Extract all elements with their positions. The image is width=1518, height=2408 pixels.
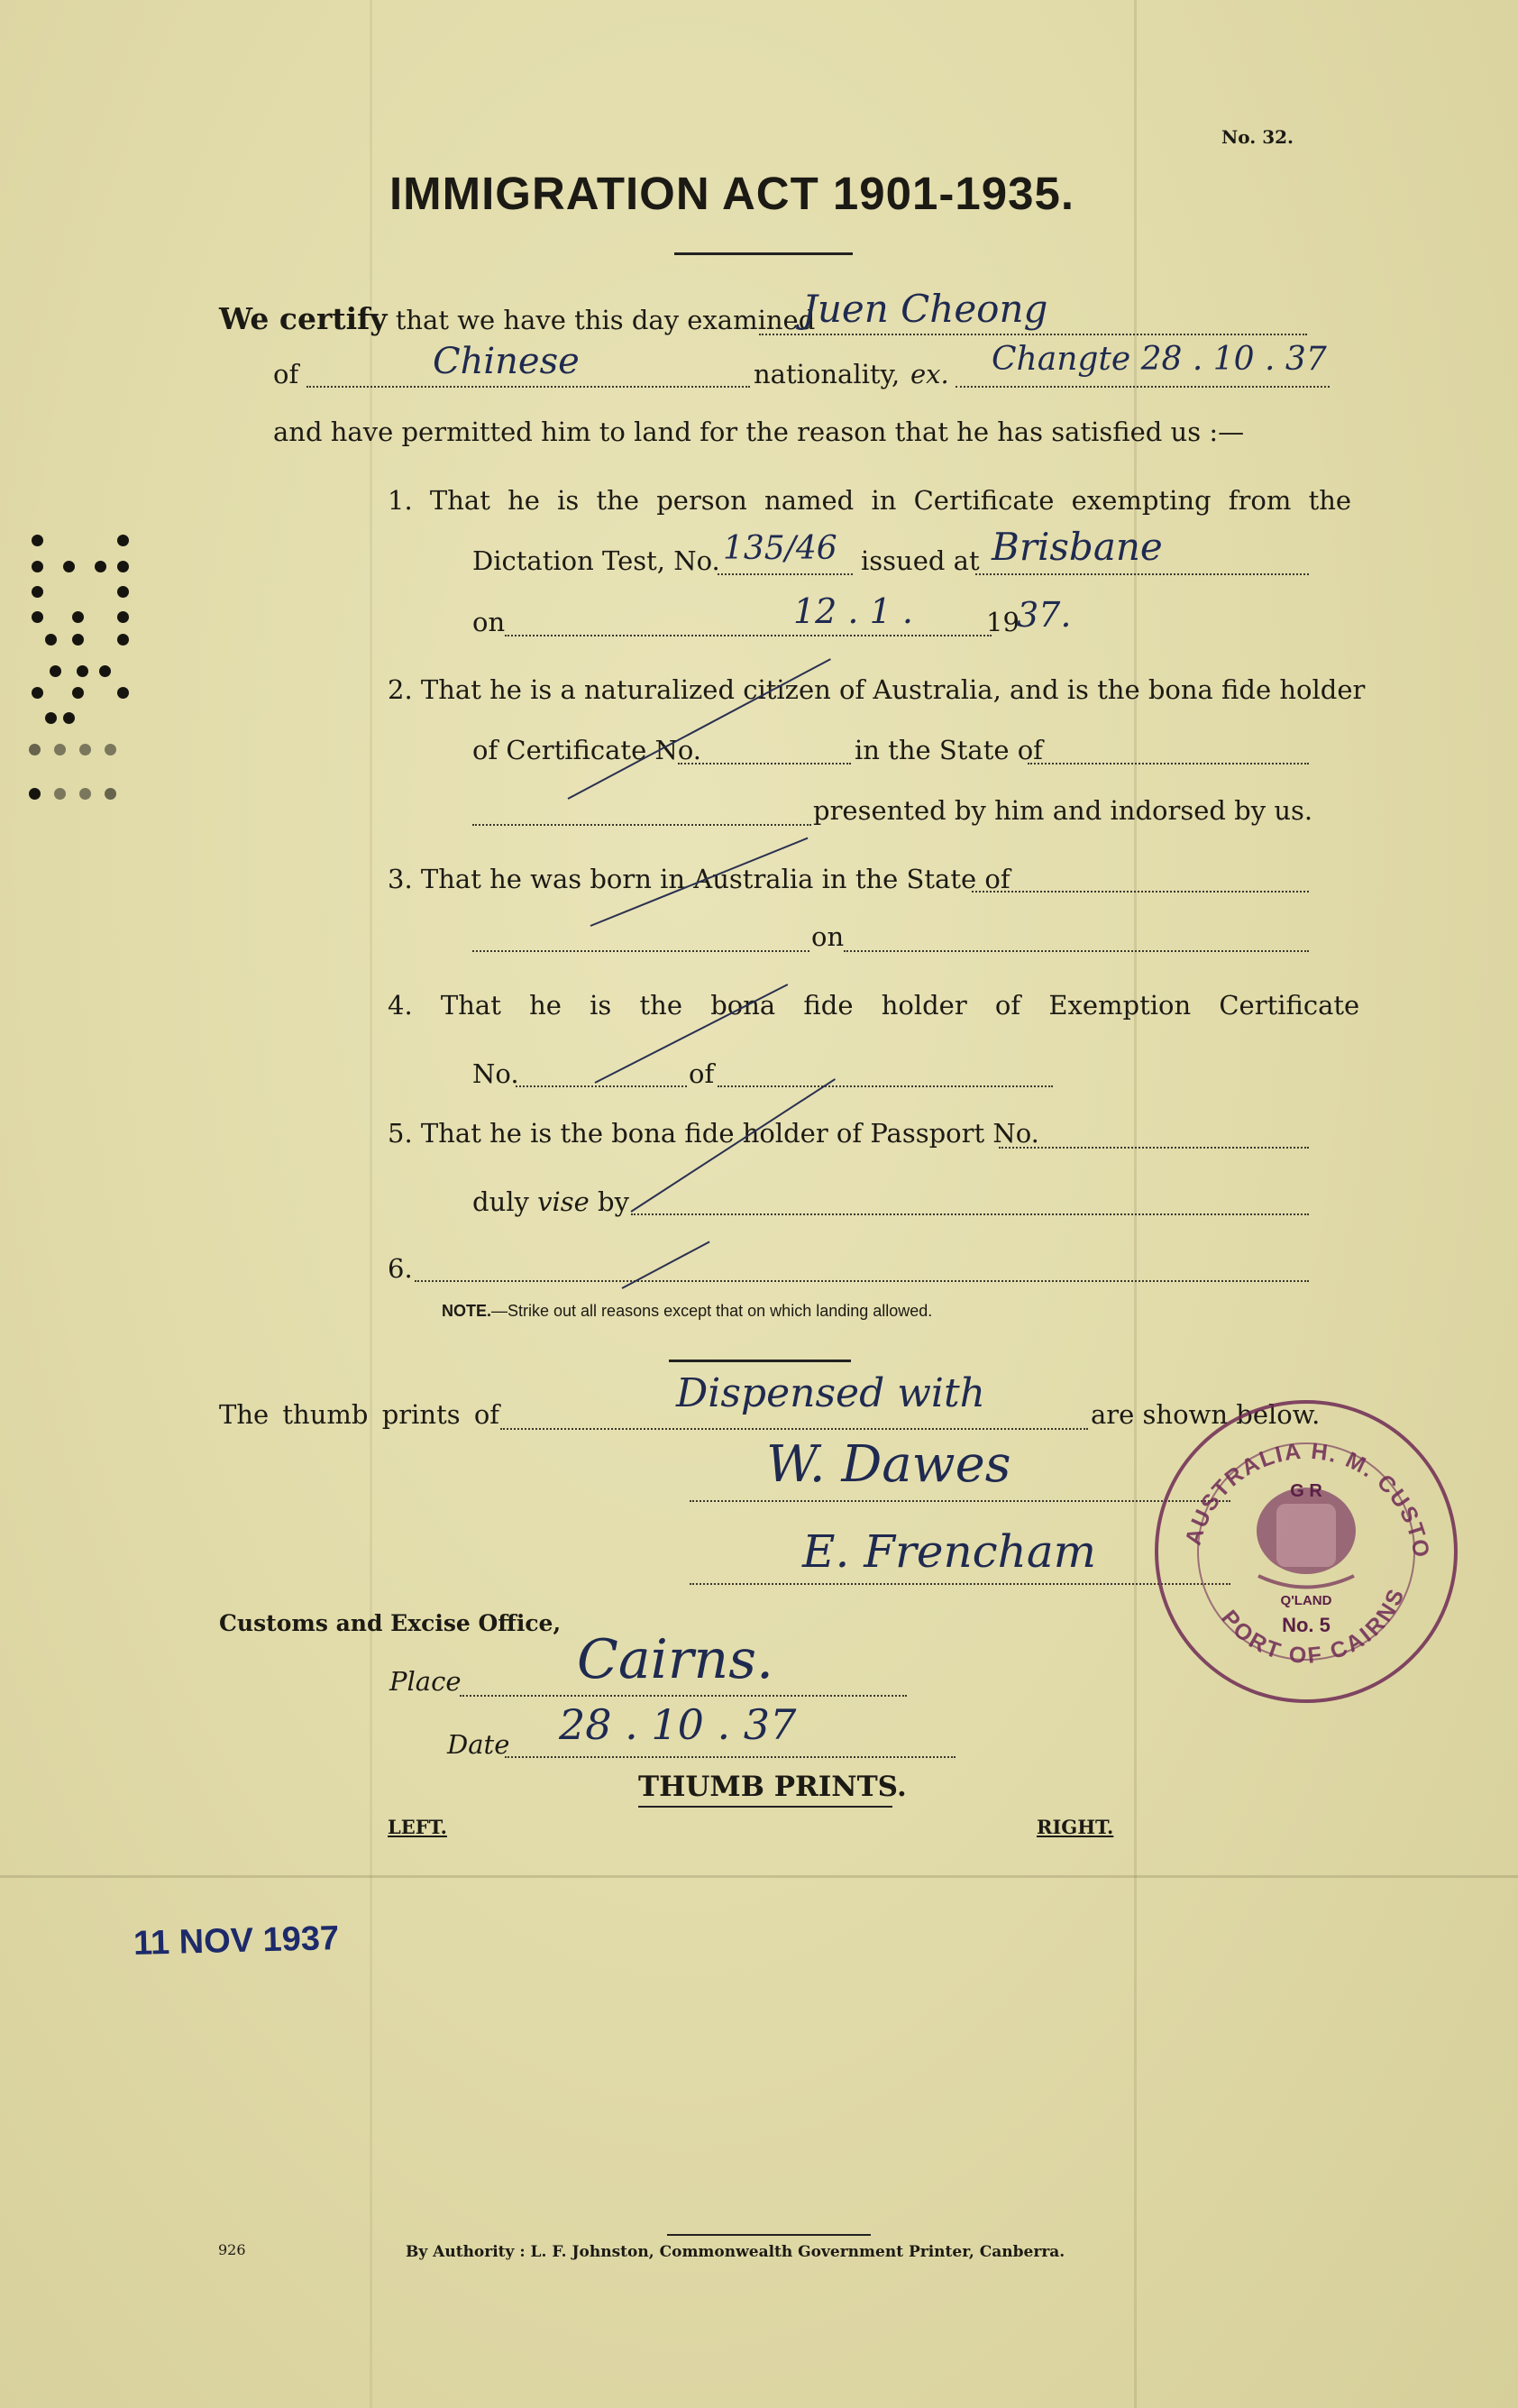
- vise-label: vise: [537, 1186, 590, 1217]
- issued-date: 12 . 1 .: [793, 591, 913, 631]
- received-date-stamp: 11 NOV 1937: [133, 1919, 340, 1963]
- dotted-field: [516, 1085, 687, 1087]
- born-on-label: on: [811, 921, 845, 952]
- dotted-field: [844, 950, 1309, 952]
- stamp-bottom-arc: PORT OF CAIRNS: [1216, 1583, 1411, 1669]
- nationality-label: nationality,: [754, 359, 901, 389]
- heading-underline: [638, 1806, 892, 1808]
- certificate-number: 135/46: [723, 530, 837, 567]
- office-heading: Customs and Excise Office,: [219, 1610, 562, 1636]
- dotted-field: [631, 1213, 1309, 1215]
- year-prefix: 19: [986, 607, 1020, 637]
- page-title: IMMIGRATION ACT 1901-1935.: [389, 168, 1074, 219]
- on-label: on: [472, 607, 506, 637]
- note: [442, 1302, 932, 1321]
- dotted-field: [306, 386, 750, 388]
- thumb-prints-heading: THUMB PRINTS.: [638, 1771, 907, 1803]
- permitted-text: and have permitted him to land for the reason that he has satisfied us :—: [273, 417, 1245, 447]
- place-value: Cairns.: [577, 1628, 774, 1691]
- dotted-field: [472, 950, 809, 952]
- officer-signature-1: W. Dawes: [766, 1435, 1011, 1494]
- dotted-field: [505, 1756, 956, 1758]
- note-label: NOTE.: [442, 1302, 492, 1320]
- certify-lead: We certify: [219, 301, 388, 336]
- r4-no-label: No.: [472, 1058, 519, 1089]
- dotted-field: [999, 1147, 1309, 1149]
- dotted-field: [956, 386, 1330, 388]
- dotted-field: [690, 1583, 1230, 1585]
- dotted-field: [505, 635, 992, 636]
- thumb-value: Dispensed with: [676, 1370, 985, 1416]
- crest-icon: [1257, 1488, 1356, 1588]
- reason-5-text: 5. That he is the bona fide holder of Passport No.: [388, 1118, 1039, 1149]
- title-divider: [674, 252, 853, 255]
- dotted-field: [460, 1695, 907, 1697]
- dotted-field: [975, 573, 1309, 575]
- dictation-label: Dictation Test, No.: [472, 545, 720, 576]
- footer-rule: [667, 2234, 871, 2236]
- cert-no-label: of Certificate No.: [472, 735, 702, 765]
- customs-stamp-graphic: [1150, 1396, 1462, 1708]
- dotted-field: [500, 1428, 1088, 1430]
- place-label: Place: [389, 1666, 462, 1697]
- footer-authority: By Authority : L. F. Johnston, Commonwealth Government Printer, Canberra.: [406, 2243, 1065, 2261]
- left-thumb-label: LEFT.: [388, 1816, 447, 1838]
- dotted-field: [690, 1500, 1230, 1502]
- dotted-field: [678, 763, 851, 765]
- by-label: by: [598, 1186, 629, 1217]
- section-divider: [669, 1360, 851, 1362]
- fold-line: [370, 0, 372, 2408]
- certify-examined-label: that we have this day examined: [395, 305, 816, 335]
- dotted-field: [415, 1280, 1309, 1282]
- reason-1-text: 1. That he is the person named in Certificate exempting from the: [388, 485, 1352, 516]
- stamp-cipher: G R: [1290, 1481, 1322, 1501]
- stamp-state: Q'LAND: [1280, 1593, 1332, 1608]
- duly-vise-by: [472, 1186, 629, 1217]
- reason-2-text: 2. That he is a naturalized citizen of Australia, and is the bona fide holder: [388, 674, 1366, 705]
- issued-year: 37.: [1017, 595, 1072, 635]
- ex-label: ex.: [910, 359, 949, 389]
- duly-label: duly: [472, 1186, 529, 1217]
- stamp-top-arc: AUSTRALIA H. M. CUSTO: [1180, 1438, 1434, 1561]
- date-label: Date: [447, 1729, 510, 1760]
- of-label: of: [273, 359, 299, 389]
- fold-line: [0, 1875, 1518, 1878]
- nationality-value: Chinese: [433, 341, 580, 382]
- presented-text: presented by him and indorsed by us.: [813, 795, 1313, 826]
- issued-place: Brisbane: [992, 525, 1163, 569]
- officer-signature-2: E. Frencham: [802, 1525, 1097, 1578]
- state-label: in the State of: [855, 735, 1043, 765]
- thumb-label: The thumb prints of: [219, 1399, 500, 1430]
- stamp-number: No. 5: [1282, 1614, 1331, 1636]
- issued-label: issued at: [861, 545, 980, 576]
- shown-below: are shown below.: [1091, 1399, 1321, 1430]
- dotted-field: [718, 573, 853, 575]
- reason-4-text: 4. That he is the bona fide holder of Exemption Certificate: [388, 990, 1360, 1021]
- dotted-field: [718, 1085, 1053, 1087]
- customs-stamp: [1150, 1396, 1462, 1708]
- examined-name: Juen Cheong: [802, 287, 1048, 331]
- right-thumb-label: RIGHT.: [1037, 1816, 1114, 1838]
- ex-vessel-value: Changte 28 . 10 . 37: [992, 341, 1327, 378]
- r4-of-label: of: [689, 1058, 715, 1089]
- form-number: No. 32.: [1221, 126, 1294, 148]
- reason-3-text: 3. That he was born in Australia in the State of: [388, 864, 1010, 894]
- dotted-field: [759, 334, 1307, 335]
- reason-6-label: 6.: [388, 1253, 413, 1284]
- certify-line: [219, 301, 815, 336]
- footer-code: 926: [218, 2241, 246, 2258]
- dotted-field: [972, 891, 1309, 893]
- note-text: —Strike out all reasons except that on which landing allowed.: [491, 1302, 933, 1320]
- date-value: 28 . 10 . 37: [559, 1700, 797, 1749]
- dotted-field: [1028, 763, 1309, 765]
- dotted-field: [472, 824, 811, 826]
